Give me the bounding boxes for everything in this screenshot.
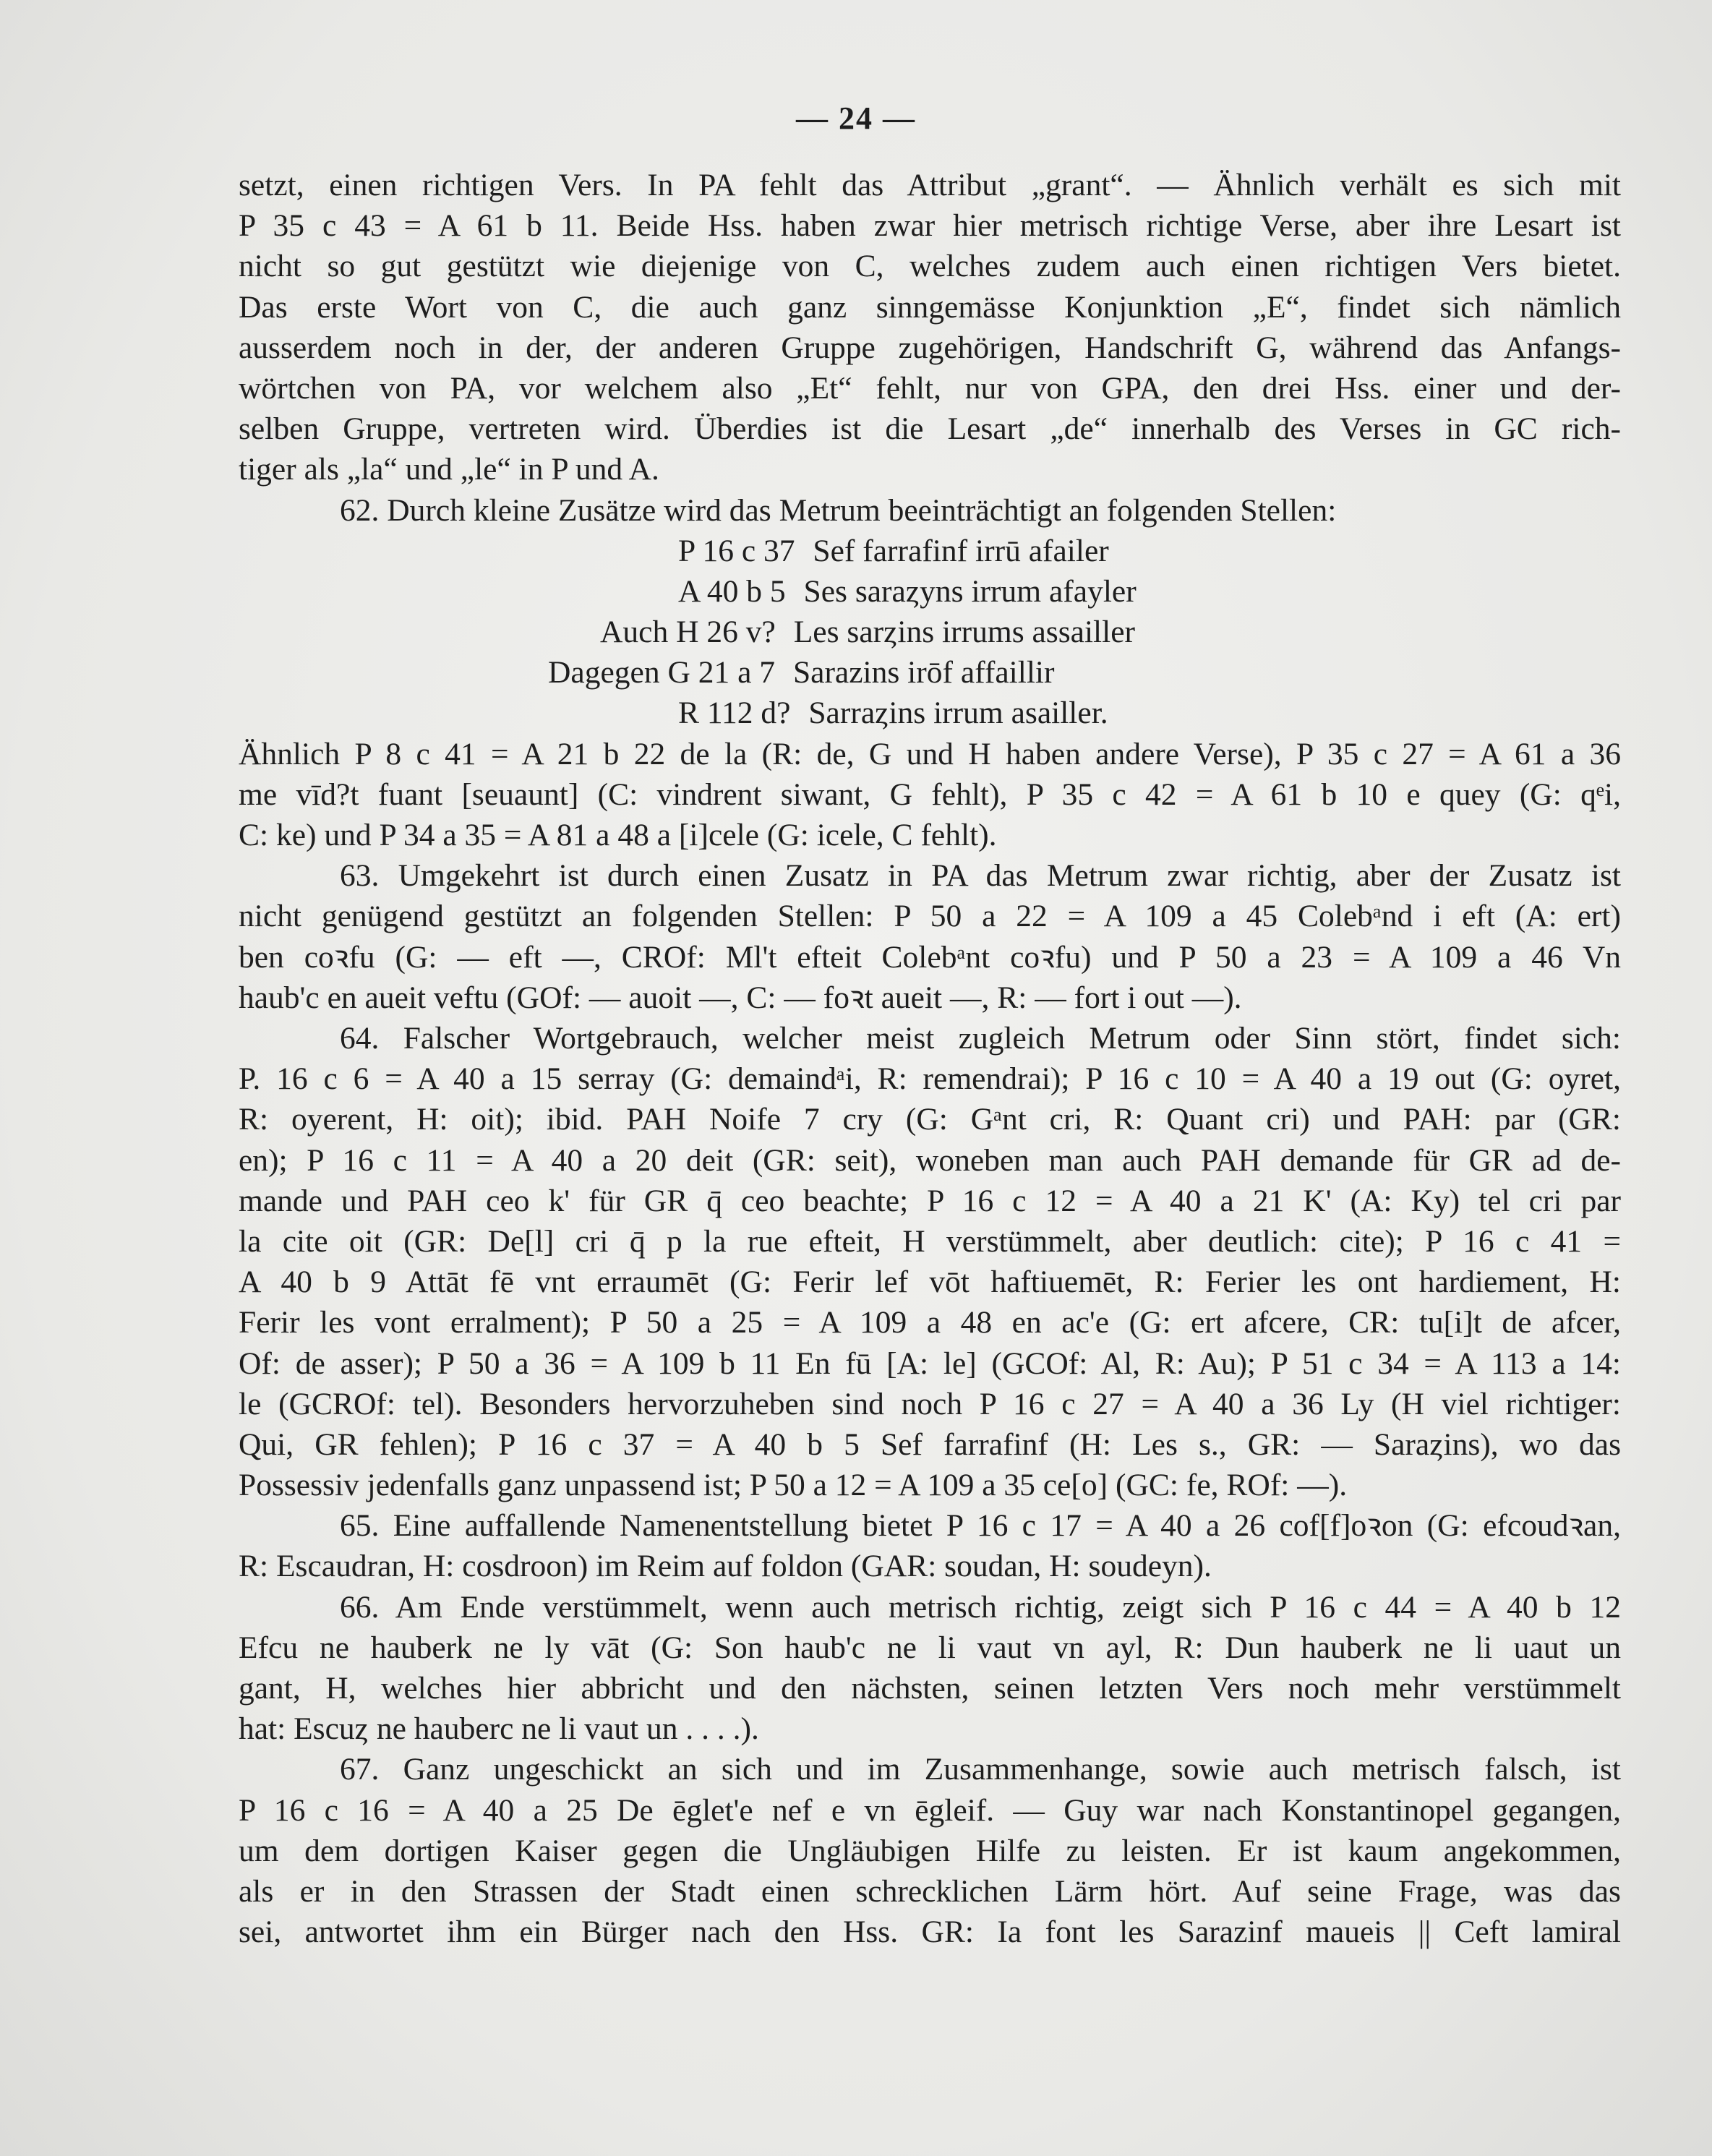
verse-line [600,612,1135,652]
text-line: Of: de asser); P 50 a 36 = A 109 b 11 En fū [A: le] (GCOf: Al, R: Au); P 51 c 34 = A 113 a 14: [239,1346,1621,1381]
text-line: gant, H, welches hier abbricht und den nächsten, seinen letzten Vers noch mehr verstümmelt [239,1671,1621,1706]
text-line: en); P 16 c 11 = A 40 a 20 deit (GR: seit), woneben man auch PAH demande für GR ad de- [239,1142,1621,1178]
text-line: R: Escaudran, H: cosdroon) im Reim auf foldon (GAR: soudan, H: soudeyn). [239,1549,1212,1584]
text-line: C: ke) und P 34 a 35 = A 81 a 48 a [i]cele (G: icele, C fehlt). [239,818,997,853]
text-line: als er in den Strassen der Stadt einen schrecklichen Lärm hört. Auf seine Frage, was das [239,1873,1621,1909]
paragraph-63-start: 63. Umgekehrt ist durch einen Zusatz in PA das Metrum zwar richtig, aber der Zusatz ist [340,858,1621,894]
text-line: Ferir les vont erralment); P 50 a 25 = A 109 a 48 en ac'e (G: ert afcere, CR: tu[i]t de afcer, [239,1305,1621,1340]
text-line: le (GCROf: tel). Besonders hervorzuheben sind noch P 16 c 27 = A 40 a 36 Ly (H viel richtiger: [239,1386,1621,1421]
text-line: Ähnlich P 8 c 41 = A 21 b 22 de la (R: de, G und H haben andere Verse), P 35 c 27 = A 61 a 36 [239,736,1621,771]
text-line: ben coꝛfu (G: — eft —, CROf: Ml't efteit Colebᵃnt coꝛfu) und P 50 a 23 = A 109 a 46 Vn [239,939,1621,975]
verse-text: Ses saraȥyns irrum afayler [803,573,1137,609]
text-line: P. 16 c 6 = A 40 a 15 serray (G: demaindᵃi, R: remendrai); P 16 c 10 = A 40 a 19 out (G: oyret, [239,1061,1621,1097]
text-line: mande und PAH ceo k' für GR q̄ ceo beachte; P 16 c 12 = A 40 a 21 K' (A: Ky) tel cri par [239,1183,1621,1218]
text-line: P 16 c 16 = A 40 a 25 De ēglet'e nef e vn ēgleif. — Guy war nach Konstantinopel gegangen, [239,1792,1621,1828]
text-line: ausserdem noch in der, der anderen Gruppe zugehörigen, Handschrift G, während das Anfangs- [239,330,1621,365]
paragraph-66-start: 66. Am Ende verstümmelt, wenn auch metrisch richtig, zeigt sich P 16 c 44 = A 40 b 12 [340,1589,1621,1625]
verse-text: Les sarȥins irrums assailler [793,614,1136,649]
text-line: hat: Escuȥ ne hauberc ne li vaut un . . . .). [239,1711,759,1747]
text-line: wörtchen von PA, vor welchem also „Et“ fehlt, nur von GPA, den drei Hss. einer und der- [239,370,1621,406]
verse-line [548,652,1055,693]
text-line: R: oyerent, H: oit); ibid. PAH Noife 7 cry (G: Gᵃnt cri, R: Quant cri) und PAH: par (GR: [239,1102,1621,1137]
text-line: haub'c en aueit veftu (GOf: — auoit —, C: — foꝛt aueit —, R: — fort i out —). [239,980,1242,1015]
text-line: me vīd?t fuant [seuaunt] (C: vindrent siwant, G fehlt), P 35 c 42 = A 61 b 10 e quey (G: qᵉi, [239,777,1621,812]
body-text [239,165,1621,1952]
text-line: um dem dortigen Kaiser gegen die Ungläubigen Hilfe zu leisten. Er ist kaum angekommen, [239,1833,1621,1868]
verse-siglum: P 16 c 37 [678,533,795,568]
verse-siglum: Dagegen G 21 a 7 [548,654,776,690]
paragraph-62-intro: 62. Durch kleine Zusätze wird das Metrum beeinträchtigt an folgenden Stellen: [340,492,1337,528]
paragraph-64-start: 64. Falscher Wortgebrauch, welcher meist zugleich Metrum oder Sinn stört, findet sich: [340,1021,1621,1056]
text-line: nicht genügend gestützt an folgenden Stellen: P 50 a 22 = A 109 a 45 Colebᵃnd i eft (A: ert) [239,899,1621,934]
verse-siglum: R 112 d? [678,695,791,730]
verse-text: Sarraȥins irrum asailler. [808,695,1108,730]
text-line: Das erste Wort von C, die auch ganz sinngemässe Konjunktion „E“, findet sich nämlich [239,289,1621,325]
text-line: selben Gruppe, vertreten wird. Überdies ist die Lesart „de“ innerhalb des Verses in GC rich- [239,411,1621,447]
paragraph-67-start: 67. Ganz ungeschickt an sich und im Zusammenhange, sowie auch metrisch falsch, ist [340,1752,1621,1787]
text-line: tiger als „la“ und „le“ in P und A. [239,452,659,487]
verse-text: Sarazins irōf affaillir [792,654,1055,690]
paragraph-65-start: 65. Eine auffallende Namenentstellung bietet P 16 c 17 = A 40 a 26 cof[f]oꝛon (G: efcoudꝛan, [340,1508,1621,1544]
verse-quotations [239,531,1621,734]
verse-line [678,571,1137,612]
text-line: Efcu ne hauberk ne ly vāt (G: Son haub'c ne li vaut vn ayl, R: Dun hauberk ne li uaut un [239,1630,1621,1665]
verse-line [678,693,1108,733]
text-line: la cite oit (GR: De[l] cri q̄ p la rue efteit, H verstümmelt, aber deutlich: cite); P 16 c 41 = [239,1223,1621,1259]
verse-text: Sef farrafinf irrū afailer [813,533,1109,568]
text-line: nicht so gut gestützt wie diejenige von C, welches zudem auch einen richtigen Vers bietet. [239,249,1621,284]
page-number: — 24 — [796,100,916,136]
verse-siglum: Auch H 26 v? [600,614,776,649]
text-line: sei, antwortet ihm ein Bürger nach den Hss. GR: Ia font les Sarazinf maueis || Ceft lamiral [239,1915,1621,1950]
text-line: setzt, einen richtigen Vers. In PA fehlt das Attribut „grant“. — Ähnlich verhält es sich mit [239,168,1621,202]
text-line: Possessiv jedenfalls ganz unpassend ist; P 50 a 12 = A 109 a 35 ce[o] (GC: fe, ROf: —). [239,1468,1348,1503]
verse-siglum: A 40 b 5 [678,573,786,609]
text-line: P 35 c 43 = A 61 b 11. Beide Hss. haben zwar hier metrisch richtige Verse, aber ihre Lesart ist [239,208,1621,244]
text-line: A 40 b 9 Attāt fē vnt erraumēt (G: Ferir lef vōt haftiuemēt, R: Ferier les ont hardiement, H: [239,1265,1621,1300]
verse-line [678,531,1109,571]
text-line: Qui, GR fehlen); P 16 c 37 = A 40 b 5 Sef farrafinf (H: Les s., GR: — Saraȥins), wo das [239,1426,1621,1462]
